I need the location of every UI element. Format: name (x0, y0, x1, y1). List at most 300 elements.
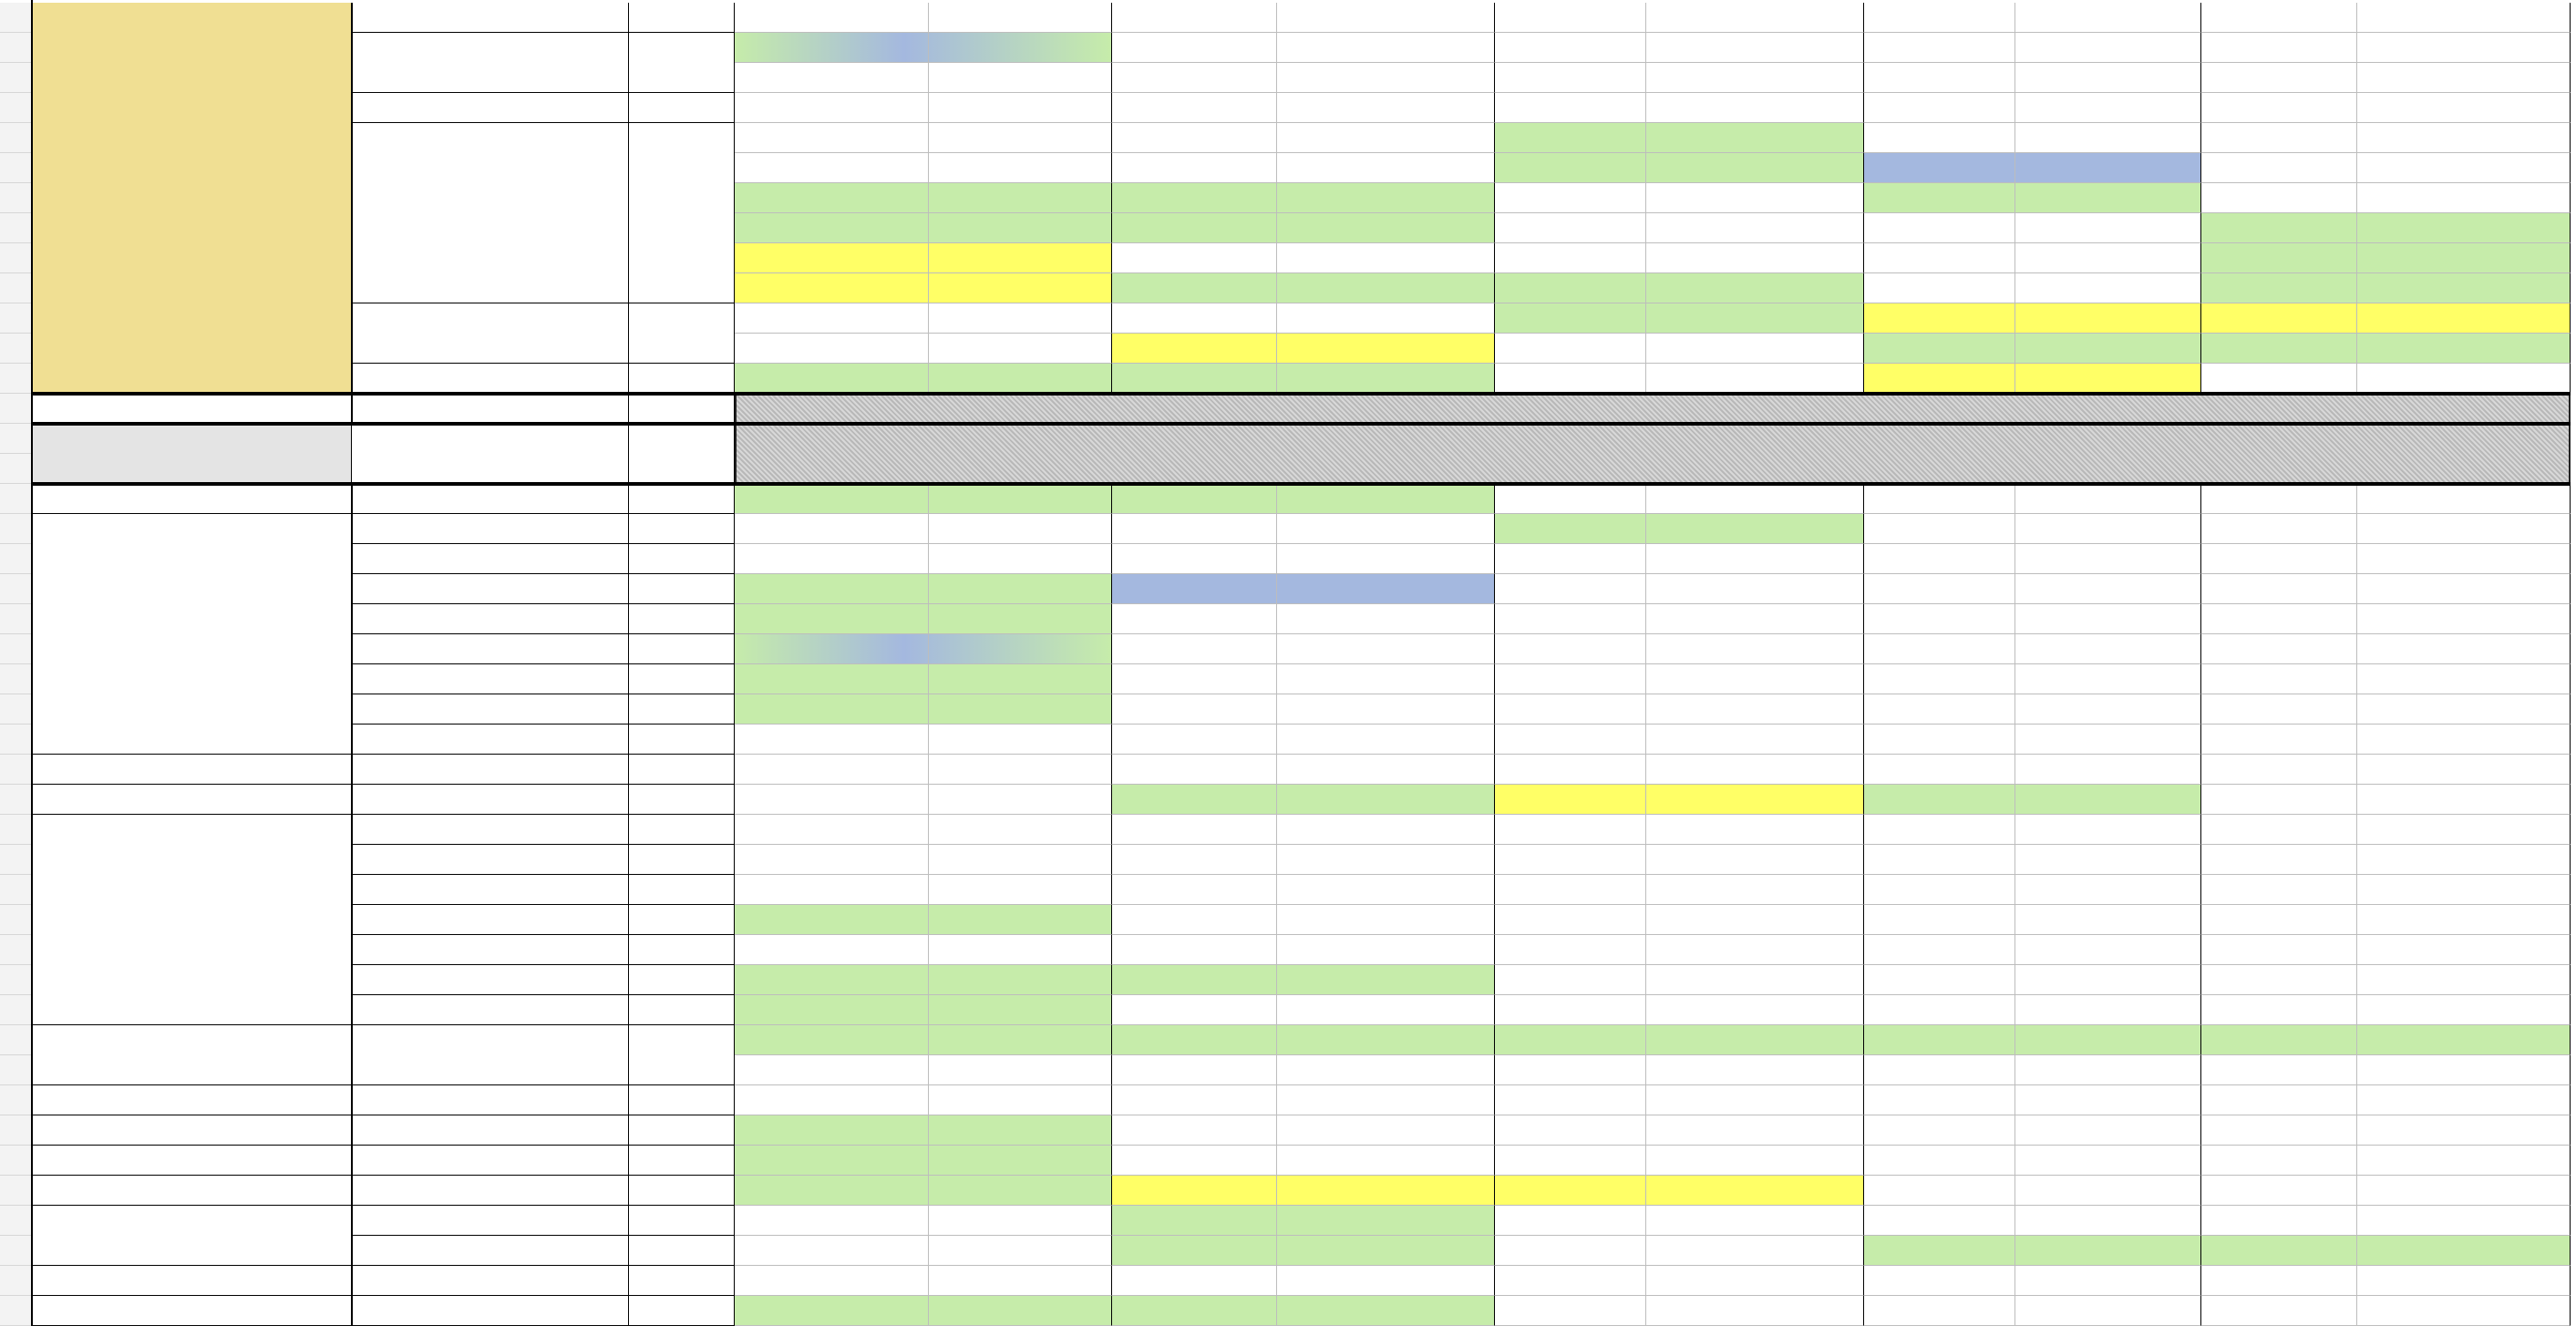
cert-number-cell[interactable] (1495, 303, 1645, 334)
date-cell[interactable] (352, 604, 629, 634)
group-name-cell[interactable] (31, 484, 352, 514)
cert-number-cell[interactable] (2201, 273, 2356, 303)
grade-cell[interactable] (1276, 213, 1495, 243)
grade-cell[interactable] (1276, 574, 1495, 604)
cert-number-cell[interactable] (1864, 785, 2014, 815)
value-cell-pair[interactable] (1864, 995, 2201, 1025)
value-cell-pair[interactable] (1864, 905, 2201, 935)
cert-number-cell[interactable] (1112, 1025, 1276, 1055)
grade-cell[interactable] (928, 484, 1112, 514)
date-cell[interactable] (352, 725, 629, 755)
grade-cell[interactable] (2356, 33, 2571, 63)
extra-cell[interactable] (629, 845, 735, 875)
value-cell-pair[interactable] (1112, 1266, 1495, 1296)
group-name-cell[interactable] (31, 1296, 352, 1326)
grade-cell[interactable] (2356, 1025, 2571, 1055)
value-cell-pair[interactable] (2201, 3, 2571, 33)
value-cell-pair[interactable] (1112, 1055, 1495, 1085)
grade-cell[interactable] (1645, 1236, 1864, 1266)
cert-number-cell[interactable] (1112, 1146, 1276, 1176)
cert-number-cell[interactable] (1112, 1206, 1276, 1236)
grade-cell[interactable] (928, 303, 1112, 334)
group-name-cell[interactable] (31, 3, 352, 394)
cert-number-cell[interactable] (1112, 514, 1276, 544)
cert-number-cell[interactable] (2201, 153, 2356, 183)
grade-cell[interactable] (1276, 364, 1495, 394)
value-cell-pair[interactable] (1495, 544, 1864, 574)
grade-cell[interactable] (928, 574, 1112, 604)
value-cell-pair[interactable] (1495, 875, 1864, 905)
grade-cell[interactable] (2356, 334, 2571, 364)
grade-cell[interactable] (928, 604, 1112, 634)
cert-number-cell[interactable] (1112, 1176, 1276, 1206)
value-cell-pair[interactable] (1864, 3, 2201, 33)
cert-number-cell[interactable] (1112, 63, 1276, 93)
cert-number-cell[interactable] (1112, 213, 1276, 243)
date-cell[interactable] (352, 394, 629, 424)
grade-cell[interactable] (928, 965, 1112, 995)
value-cell-pair[interactable] (1112, 875, 1495, 905)
cert-number-cell[interactable] (735, 183, 928, 213)
cert-number-cell[interactable] (1864, 243, 2014, 273)
grade-cell[interactable] (928, 755, 1112, 785)
cert-number-cell[interactable] (735, 965, 928, 995)
extra-cell[interactable] (629, 544, 735, 574)
cert-number-cell[interactable] (1864, 273, 2014, 303)
cert-number-cell[interactable] (1495, 183, 1645, 213)
grade-cell[interactable] (2356, 243, 2571, 273)
cert-number-cell[interactable] (735, 574, 928, 604)
cert-number-cell[interactable] (1112, 3, 1276, 33)
value-cell-pair[interactable] (2201, 1206, 2571, 1236)
grade-cell[interactable] (2014, 123, 2201, 153)
grade-cell[interactable] (2014, 303, 2201, 334)
extra-cell[interactable] (629, 664, 735, 694)
extra-cell[interactable] (629, 1025, 735, 1085)
value-cell-pair[interactable] (1864, 1085, 2201, 1115)
group-name-cell[interactable] (31, 1025, 352, 1085)
grade-cell[interactable] (2014, 334, 2201, 364)
value-cell-pair[interactable] (2201, 544, 2571, 574)
date-cell[interactable] (352, 3, 629, 33)
cert-number-cell[interactable] (735, 544, 928, 574)
grade-cell[interactable] (928, 3, 1112, 33)
cert-number-cell[interactable] (1495, 334, 1645, 364)
cert-number-cell[interactable] (1112, 574, 1276, 604)
date-cell[interactable] (352, 1296, 629, 1326)
value-cell-pair[interactable] (1495, 755, 1864, 785)
cert-number-cell[interactable] (1495, 364, 1645, 394)
grade-cell[interactable] (1645, 273, 1864, 303)
value-cell-pair[interactable] (1112, 664, 1495, 694)
value-cell-pair[interactable] (1112, 935, 1495, 965)
value-cell-pair[interactable] (1864, 1296, 2201, 1326)
value-cell-pair[interactable] (1864, 694, 2201, 725)
group-name-cell[interactable] (31, 1176, 352, 1206)
cert-number-cell[interactable] (1495, 123, 1645, 153)
extra-cell[interactable] (629, 1206, 735, 1236)
value-cell-pair[interactable] (1495, 845, 1864, 875)
cert-number-cell[interactable] (1112, 123, 1276, 153)
value-cell-pair[interactable] (1864, 604, 2201, 634)
date-cell[interactable] (352, 303, 629, 364)
group-name-cell[interactable] (31, 1206, 352, 1266)
group-name-cell[interactable] (31, 755, 352, 785)
grade-cell[interactable] (928, 1296, 1112, 1326)
value-cell-pair[interactable] (1864, 725, 2201, 755)
cert-number-cell[interactable] (735, 664, 928, 694)
cert-number-cell[interactable] (1112, 1236, 1276, 1266)
grade-cell[interactable] (928, 334, 1112, 364)
group-name-cell[interactable] (31, 1266, 352, 1296)
grade-cell[interactable] (1276, 334, 1495, 364)
extra-cell[interactable] (629, 905, 735, 935)
grade-cell[interactable] (928, 905, 1112, 935)
grade-cell[interactable] (1276, 123, 1495, 153)
cert-number-cell[interactable] (1112, 334, 1276, 364)
cert-number-cell[interactable] (1112, 243, 1276, 273)
value-cell-pair[interactable] (1495, 63, 1864, 93)
date-cell[interactable] (352, 1085, 629, 1115)
value-cell-pair[interactable] (1495, 694, 1864, 725)
value-cell-pair[interactable] (1495, 965, 1864, 995)
cert-number-cell[interactable] (735, 1296, 928, 1326)
value-cell-pair[interactable] (1495, 995, 1864, 1025)
grade-cell[interactable] (928, 995, 1112, 1025)
cert-number-cell[interactable] (1864, 1236, 2014, 1266)
grade-cell[interactable] (928, 213, 1112, 243)
cert-number-cell[interactable] (735, 935, 928, 965)
date-cell[interactable] (352, 935, 629, 965)
cert-number-cell[interactable] (735, 63, 928, 93)
grade-cell[interactable] (1276, 63, 1495, 93)
grade-cell[interactable] (1645, 123, 1864, 153)
grade-cell[interactable] (928, 875, 1112, 905)
grade-cell[interactable] (1276, 33, 1495, 63)
extra-cell[interactable] (629, 634, 735, 664)
cert-number-cell[interactable] (735, 3, 928, 33)
grade-cell[interactable] (1276, 183, 1495, 213)
date-cell[interactable] (352, 634, 629, 664)
date-cell[interactable] (352, 785, 629, 815)
extra-cell[interactable] (629, 875, 735, 905)
grade-cell[interactable] (928, 664, 1112, 694)
extra-cell[interactable] (629, 123, 735, 303)
value-cell-pair[interactable] (1864, 1055, 2201, 1085)
cert-number-cell[interactable] (735, 725, 928, 755)
cert-number-cell[interactable] (1112, 484, 1276, 514)
cert-number-cell[interactable] (1112, 153, 1276, 183)
cert-number-cell[interactable] (1112, 33, 1276, 63)
value-cell-pair[interactable] (1864, 845, 2201, 875)
grade-cell[interactable] (928, 694, 1112, 725)
cert-number-cell[interactable] (735, 995, 928, 1025)
date-cell[interactable] (352, 1266, 629, 1296)
grade-cell[interactable] (2356, 213, 2571, 243)
date-cell[interactable] (352, 905, 629, 935)
cert-number-cell[interactable] (1864, 1025, 2014, 1055)
group-count-cell[interactable] (352, 424, 629, 484)
extra-cell[interactable] (629, 604, 735, 634)
cert-number-cell[interactable] (735, 694, 928, 725)
value-cell-pair[interactable] (1112, 815, 1495, 845)
grade-cell[interactable] (1645, 243, 1864, 273)
grade-cell[interactable] (1645, 303, 1864, 334)
value-cell-pair[interactable] (2201, 93, 2571, 123)
grade-cell[interactable] (2356, 153, 2571, 183)
extra-cell[interactable] (629, 33, 735, 93)
extra-cell[interactable] (629, 815, 735, 845)
extra-cell[interactable] (629, 303, 735, 364)
value-cell-pair[interactable] (2201, 1296, 2571, 1326)
extra-cell[interactable] (629, 694, 735, 725)
group-percent-cell[interactable] (629, 424, 735, 484)
value-cell-pair[interactable] (1864, 574, 2201, 604)
grade-cell[interactable] (2014, 785, 2201, 815)
cert-number-cell[interactable] (1495, 1146, 1645, 1176)
cert-number-cell[interactable] (1112, 1296, 1276, 1326)
grade-cell[interactable] (1276, 1236, 1495, 1266)
value-cell-pair[interactable] (2201, 484, 2571, 514)
value-cell-pair[interactable] (2201, 574, 2571, 604)
extra-cell[interactable] (629, 394, 735, 424)
cert-number-cell[interactable] (2201, 334, 2356, 364)
grade-cell[interactable] (928, 93, 1112, 123)
cert-number-cell[interactable] (2201, 1236, 2356, 1266)
grade-cell[interactable] (928, 544, 1112, 574)
value-cell-pair[interactable] (1495, 1055, 1864, 1085)
date-cell[interactable] (352, 875, 629, 905)
grade-cell[interactable] (1645, 33, 1864, 63)
grade-cell[interactable] (2356, 183, 2571, 213)
cert-number-cell[interactable] (1495, 1025, 1645, 1055)
cert-number-cell[interactable] (735, 364, 928, 394)
extra-cell[interactable] (629, 755, 735, 785)
cert-number-cell[interactable] (1112, 785, 1276, 815)
value-cell-pair[interactable] (1112, 634, 1495, 664)
value-cell-pair[interactable] (1112, 604, 1495, 634)
cert-number-cell[interactable] (735, 815, 928, 845)
date-cell[interactable] (352, 965, 629, 995)
grade-cell[interactable] (2356, 1236, 2571, 1266)
cert-number-cell[interactable] (2201, 213, 2356, 243)
date-cell[interactable] (352, 1025, 629, 1085)
value-cell-pair[interactable] (1495, 1085, 1864, 1115)
value-cell-pair[interactable] (1112, 1085, 1495, 1115)
grade-cell[interactable] (928, 153, 1112, 183)
value-cell-pair[interactable] (2201, 1055, 2571, 1085)
extra-cell[interactable] (629, 1085, 735, 1115)
grade-cell[interactable] (928, 273, 1112, 303)
value-cell-pair[interactable] (1864, 634, 2201, 664)
cert-number-cell[interactable] (735, 1115, 928, 1146)
value-cell-pair[interactable] (1864, 875, 2201, 905)
cert-number-cell[interactable] (735, 1025, 928, 1055)
value-cell-pair[interactable] (1864, 935, 2201, 965)
cert-number-cell[interactable] (1495, 213, 1645, 243)
grade-cell[interactable] (928, 243, 1112, 273)
grade-cell[interactable] (1645, 213, 1864, 243)
value-cell-pair[interactable] (2201, 845, 2571, 875)
grade-cell[interactable] (928, 1025, 1112, 1055)
grade-cell[interactable] (1276, 1176, 1495, 1206)
grade-cell[interactable] (1645, 334, 1864, 364)
value-cell-pair[interactable] (2201, 995, 2571, 1025)
value-cell-pair[interactable] (2201, 725, 2571, 755)
grade-cell[interactable] (2014, 243, 2201, 273)
grade-cell[interactable] (1276, 484, 1495, 514)
value-cell-pair[interactable] (1864, 514, 2201, 544)
value-cell-pair[interactable] (2201, 634, 2571, 664)
date-cell[interactable] (352, 93, 629, 123)
group-name-cell[interactable] (31, 394, 352, 424)
value-cell-pair[interactable] (1495, 484, 1864, 514)
grade-cell[interactable] (1645, 1146, 1864, 1176)
cert-number-cell[interactable] (735, 93, 928, 123)
extra-cell[interactable] (629, 1236, 735, 1266)
cert-number-cell[interactable] (1495, 1176, 1645, 1206)
date-cell[interactable] (352, 1236, 629, 1266)
cert-number-cell[interactable] (735, 1055, 928, 1085)
extra-cell[interactable] (629, 514, 735, 544)
cert-number-cell[interactable] (735, 845, 928, 875)
grade-cell[interactable] (2014, 153, 2201, 183)
grade-cell[interactable] (1645, 364, 1864, 394)
grade-cell[interactable] (928, 1236, 1112, 1266)
grade-cell[interactable] (1276, 303, 1495, 334)
grade-cell[interactable] (928, 33, 1112, 63)
value-cell-pair[interactable] (1495, 1266, 1864, 1296)
extra-cell[interactable] (629, 93, 735, 123)
grade-cell[interactable] (928, 634, 1112, 664)
cert-number-cell[interactable] (735, 1266, 928, 1296)
value-cell-pair[interactable] (2201, 694, 2571, 725)
value-cell-pair[interactable] (2201, 965, 2571, 995)
value-cell-pair[interactable] (1112, 755, 1495, 785)
grade-cell[interactable] (2014, 1236, 2201, 1266)
value-cell-pair[interactable] (1112, 995, 1495, 1025)
cert-number-cell[interactable] (1112, 183, 1276, 213)
value-cell-pair[interactable] (1864, 63, 2201, 93)
grade-cell[interactable] (928, 785, 1112, 815)
cert-number-cell[interactable] (1112, 273, 1276, 303)
cert-number-cell[interactable] (1495, 153, 1645, 183)
grade-cell[interactable] (2014, 33, 2201, 63)
value-cell-pair[interactable] (1864, 93, 2201, 123)
value-cell-pair[interactable] (2201, 815, 2571, 845)
grade-cell[interactable] (2356, 273, 2571, 303)
cert-number-cell[interactable] (2201, 303, 2356, 334)
value-cell-pair[interactable] (2201, 785, 2571, 815)
cert-number-cell[interactable] (735, 875, 928, 905)
cert-number-cell[interactable] (735, 334, 928, 364)
cert-number-cell[interactable] (735, 905, 928, 935)
cert-number-cell[interactable] (735, 785, 928, 815)
value-cell-pair[interactable] (2201, 514, 2571, 544)
value-cell-pair[interactable] (2201, 935, 2571, 965)
date-cell[interactable] (352, 815, 629, 845)
value-cell-pair[interactable] (1864, 544, 2201, 574)
cert-number-cell[interactable] (1495, 273, 1645, 303)
value-cell-pair[interactable] (1864, 664, 2201, 694)
date-cell[interactable] (352, 1206, 629, 1236)
cert-number-cell[interactable] (735, 514, 928, 544)
cert-number-cell[interactable] (1495, 1236, 1645, 1266)
grade-cell[interactable] (928, 1115, 1112, 1146)
value-cell-pair[interactable] (1495, 1206, 1864, 1236)
value-cell-pair[interactable] (1495, 93, 1864, 123)
value-cell-pair[interactable] (1112, 845, 1495, 875)
cert-number-cell[interactable] (1495, 243, 1645, 273)
grade-cell[interactable] (2014, 183, 2201, 213)
value-cell-pair[interactable] (1495, 1296, 1864, 1326)
extra-cell[interactable] (629, 965, 735, 995)
grade-cell[interactable] (2356, 303, 2571, 334)
extra-cell[interactable] (629, 574, 735, 604)
cert-number-cell[interactable] (735, 1236, 928, 1266)
value-cell-pair[interactable] (1495, 1115, 1864, 1146)
grade-cell[interactable] (1645, 183, 1864, 213)
cert-number-cell[interactable] (735, 123, 928, 153)
group-name-cell[interactable] (31, 1146, 352, 1176)
cert-number-cell[interactable] (735, 303, 928, 334)
cert-number-cell[interactable] (1864, 334, 2014, 364)
value-cell-pair[interactable] (2201, 664, 2571, 694)
cert-number-cell[interactable] (735, 484, 928, 514)
extra-cell[interactable] (629, 1115, 735, 1146)
value-cell-pair[interactable] (2201, 1115, 2571, 1146)
grade-cell[interactable] (928, 1206, 1112, 1236)
extra-cell[interactable] (629, 785, 735, 815)
extra-cell[interactable] (629, 364, 735, 394)
grade-cell[interactable] (928, 815, 1112, 845)
extra-cell[interactable] (629, 995, 735, 1025)
value-cell-pair[interactable] (2201, 875, 2571, 905)
grade-cell[interactable] (1276, 514, 1495, 544)
grade-cell[interactable] (2014, 1025, 2201, 1055)
value-cell-pair[interactable] (1495, 604, 1864, 634)
extra-cell[interactable] (629, 1296, 735, 1326)
grade-cell[interactable] (1645, 1025, 1864, 1055)
value-cell-pair[interactable] (2201, 905, 2571, 935)
date-cell[interactable] (352, 574, 629, 604)
grade-cell[interactable] (1645, 153, 1864, 183)
cert-number-cell[interactable] (2201, 1025, 2356, 1055)
value-cell-pair[interactable] (1864, 965, 2201, 995)
cert-number-cell[interactable] (735, 1206, 928, 1236)
date-cell[interactable] (352, 33, 629, 93)
grade-cell[interactable] (928, 1266, 1112, 1296)
value-cell-pair[interactable] (1864, 1115, 2201, 1146)
date-cell[interactable] (352, 544, 629, 574)
cert-number-cell[interactable] (1864, 183, 2014, 213)
extra-cell[interactable] (629, 935, 735, 965)
value-cell-pair[interactable] (2201, 1266, 2571, 1296)
grade-cell[interactable] (928, 63, 1112, 93)
cert-number-cell[interactable] (2201, 123, 2356, 153)
extra-cell[interactable] (629, 3, 735, 33)
cert-number-cell[interactable] (1864, 123, 2014, 153)
cert-number-cell[interactable] (735, 755, 928, 785)
extra-cell[interactable] (629, 1176, 735, 1206)
value-cell-pair[interactable] (1864, 1206, 2201, 1236)
value-cell-pair[interactable] (2201, 604, 2571, 634)
cert-number-cell[interactable] (735, 604, 928, 634)
grade-cell[interactable] (2014, 273, 2201, 303)
grade-cell[interactable] (928, 1176, 1112, 1206)
value-cell-pair[interactable] (1495, 664, 1864, 694)
value-cell-pair[interactable] (2201, 1146, 2571, 1176)
